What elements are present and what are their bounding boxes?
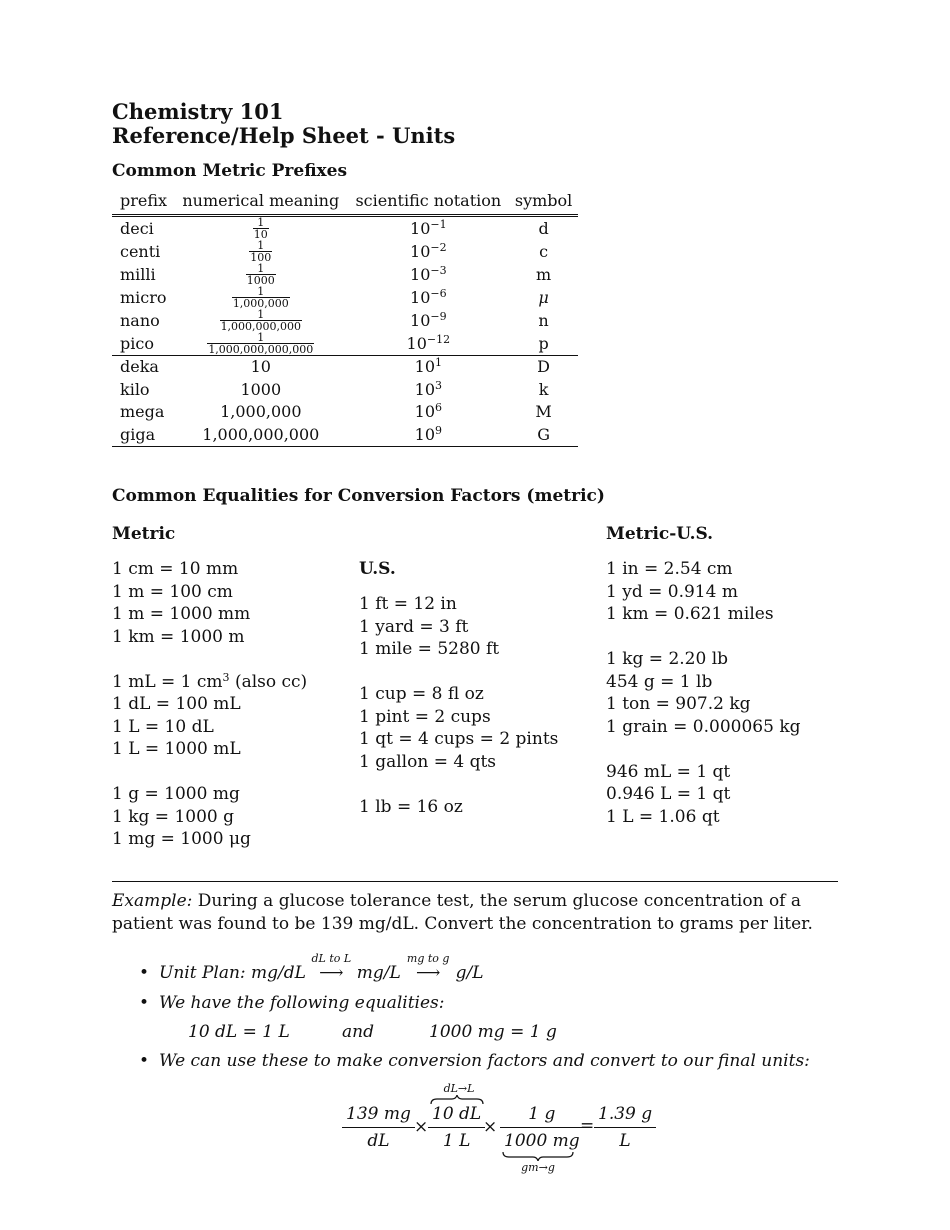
numerical-meaning <box>174 263 347 286</box>
scientific-notation <box>348 401 510 424</box>
scientific-notation <box>348 332 510 356</box>
scientific-notation <box>348 240 510 263</box>
sheet-subtitle: Reference/Help Sheet - Units <box>112 123 456 148</box>
numerical-meaning <box>174 240 347 263</box>
arrow-label: mg to g <box>406 952 450 965</box>
fraction-numerator: 1 <box>220 309 302 321</box>
base: 10 <box>410 287 431 307</box>
symbol: m <box>535 264 552 284</box>
base: 10 <box>410 218 431 238</box>
prefix-name: kilo <box>120 379 150 399</box>
page-title <box>112 100 455 148</box>
brace-label: dL→L <box>443 1082 475 1095</box>
fraction-numerator: 10 dL <box>428 1103 485 1128</box>
prefix-table <box>112 188 578 447</box>
us-column-title: U.S. <box>359 559 396 579</box>
fraction <box>246 263 276 286</box>
fraction-factor-2 <box>500 1103 584 1152</box>
base: 10 <box>414 402 435 422</box>
conversion-calculation <box>342 1081 662 1181</box>
bullet-icon: • <box>139 1051 150 1071</box>
equality-eq1: 10 dL = 1 L <box>188 1022 290 1042</box>
arrow-label: dL to L <box>311 952 352 965</box>
symbol: M <box>535 402 552 422</box>
equality-and: and <box>342 1022 374 1042</box>
prefix-name: centi <box>120 241 161 261</box>
bullet-equalities <box>139 993 445 1013</box>
bullet-conversion <box>139 1051 810 1071</box>
fraction-numerator: 1.39 g <box>594 1103 656 1128</box>
equality-line: 1 L = 1000 mL <box>112 739 241 759</box>
exponent: −3 <box>430 263 447 277</box>
table-row <box>112 332 578 356</box>
exponent: −1 <box>430 217 447 231</box>
brace-label: gm→g <box>521 1161 555 1174</box>
us-column <box>359 593 558 818</box>
example-text: During a glucose tolerance test, the serum glucose concentration of a patient was found to be 139 mg/dL. Convert the concentration to grams per liter. <box>112 891 813 934</box>
col-header-symbol: symbol <box>509 188 578 216</box>
equals-sign: = <box>580 1116 595 1136</box>
example-label: Example: <box>112 891 193 911</box>
equality-eq2: 1000 mg = 1 g <box>429 1022 557 1042</box>
unit-middle: mg/L <box>356 963 401 983</box>
exponent: −9 <box>430 309 447 323</box>
table-row <box>112 286 578 309</box>
table-row <box>112 379 578 402</box>
prefix-name: pico <box>120 333 154 353</box>
arrow-step-1 <box>311 952 352 983</box>
equality-note: (also cc) <box>229 671 308 692</box>
fraction-result <box>594 1103 656 1152</box>
prefix-name: mega <box>120 402 165 422</box>
equality-line: 1 pint = 2 cups <box>359 706 491 727</box>
symbol: D <box>509 356 578 379</box>
equality-line: 1 mile = 5280 ft <box>359 639 500 659</box>
prefix-name: milli <box>120 264 156 284</box>
equality-line: 1 yard = 3 ft <box>359 616 469 637</box>
equality-line: 1 km = 0.621 miles <box>606 604 774 624</box>
equality-line: 1 dL = 100 mL <box>112 694 241 714</box>
equalities-heading: Common Equalities for Conversion Factors (metric) <box>112 486 605 506</box>
base: 10 <box>414 424 435 444</box>
scientific-notation <box>348 356 510 379</box>
numerical-meaning: 1,000,000,000 <box>174 424 347 447</box>
equality-line: 1 gallon = 4 qts <box>359 751 497 772</box>
fraction-numerator: 1 <box>207 332 314 344</box>
fraction-denominator: 1 L <box>442 1131 471 1151</box>
fraction-denominator: dL <box>367 1131 390 1151</box>
metric-us-column <box>606 558 801 828</box>
fraction <box>220 309 302 332</box>
exponent: 6 <box>435 401 442 415</box>
equality-line: 1 mg = 1000 μg <box>112 829 251 849</box>
prefix-name: nano <box>120 310 160 330</box>
fraction-numerator: 1 <box>246 263 276 275</box>
table-row <box>112 424 578 447</box>
unit-to: g/L <box>455 963 484 983</box>
equality-line: 1 cup = 8 fl oz <box>359 684 484 704</box>
equality-line: 1 ft = 12 in <box>359 594 457 614</box>
symbol: G <box>509 424 578 447</box>
symbol: p <box>538 333 549 353</box>
equality-line: 1 grain = 0.000065 kg <box>606 716 801 737</box>
table-row <box>112 401 578 424</box>
prefix-name: deka <box>112 356 174 379</box>
equality-line: 1 g = 1000 mg <box>112 784 240 804</box>
symbol: c <box>539 241 549 261</box>
fraction-start <box>342 1103 415 1152</box>
bullet-icon: • <box>139 993 150 1013</box>
fraction <box>253 217 269 240</box>
base: 10 <box>410 264 431 284</box>
scientific-notation <box>348 424 510 447</box>
table-row <box>112 240 578 263</box>
equality-line: 1 L = 10 dL <box>112 716 214 737</box>
fraction-denominator: 1,000,000 <box>232 297 289 310</box>
equality-line: 1 yd = 0.914 m <box>606 581 738 602</box>
times-sign: × <box>483 1117 498 1137</box>
equality-line: 1 kg = 1000 g <box>112 806 235 827</box>
base: 10 <box>410 241 431 261</box>
fraction <box>207 332 314 355</box>
fraction-denominator: L <box>619 1131 631 1151</box>
equality-line: 0.946 L = 1 qt <box>606 784 731 804</box>
fraction-factor-1 <box>428 1103 485 1152</box>
equality-line: 1 m = 1000 mm <box>112 604 251 624</box>
equality-line: 1 m = 100 cm <box>112 581 233 602</box>
arrow-step-2 <box>406 952 450 983</box>
base: 10 <box>410 310 431 330</box>
example-paragraph <box>112 890 840 936</box>
equality-line: 454 g = 1 lb <box>606 671 713 692</box>
unit-plan-label: Unit Plan: <box>159 963 246 983</box>
fraction-denominator: 1000 mg <box>504 1131 580 1151</box>
fraction-numerator: 1 <box>253 217 269 229</box>
fraction-numerator: 1 <box>232 286 290 298</box>
col-header-scientific: scientific notation <box>348 188 510 216</box>
course-title: Chemistry 101 <box>112 99 284 124</box>
col-header-prefix: prefix <box>112 188 174 216</box>
symbol: n <box>538 310 549 330</box>
numerical-meaning <box>174 216 347 241</box>
bullet-text: We have the following equalities: <box>159 993 445 1013</box>
fraction-numerator: 1 <box>249 240 272 252</box>
underbrace-icon <box>502 1151 574 1161</box>
equality-line: 1 L = 1.06 qt <box>606 806 720 827</box>
equality-line: 1 ton = 907.2 kg <box>606 694 751 714</box>
fraction-denominator: 1,000,000,000 <box>220 320 302 333</box>
right-arrow-icon: ⟶ <box>416 963 441 983</box>
metric-column-title: Metric <box>112 524 176 544</box>
prefix-name: giga <box>112 424 174 447</box>
base: 10 <box>414 357 435 377</box>
equality-line: 1 in = 2.54 cm <box>606 559 733 579</box>
metric-us-column-title: Metric-U.S. <box>606 524 714 544</box>
table-row <box>112 356 578 379</box>
fraction <box>249 240 272 263</box>
equality-line: 1 kg = 2.20 lb <box>606 649 729 669</box>
metric-column <box>112 558 307 851</box>
fraction-denominator: 1000 <box>246 274 275 287</box>
prefix-name: deci <box>120 218 154 238</box>
prefix-name: micro <box>120 287 167 307</box>
numerical-meaning: 1000 <box>240 379 282 399</box>
unit-from: mg/dL <box>251 963 306 983</box>
fraction <box>232 286 290 309</box>
exponent: 3 <box>222 670 230 684</box>
numerical-meaning: 1,000,000 <box>220 402 302 422</box>
exponent: −2 <box>430 240 447 254</box>
numerical-meaning <box>174 309 347 332</box>
base: 10 <box>414 379 435 399</box>
symbol: μ <box>538 287 549 307</box>
col-header-meaning: numerical meaning <box>174 188 347 216</box>
fraction-numerator: 139 mg <box>342 1103 415 1128</box>
equality-text: 1 mL = 1 cm <box>112 671 223 692</box>
table-row <box>112 216 578 241</box>
exponent: 3 <box>435 378 442 392</box>
equality-line: 1 cm = 10 mm <box>112 559 239 579</box>
scientific-notation <box>348 286 510 309</box>
equality-line <box>112 671 307 694</box>
numerical-meaning: 10 <box>174 356 347 379</box>
base: 10 <box>406 333 427 353</box>
fraction-denominator: 1,000,000,000,000 <box>208 343 314 356</box>
equality-line: 1 qt = 4 cups = 2 pints <box>359 729 559 749</box>
scientific-notation <box>348 309 510 332</box>
equality-line: 1 lb = 16 oz <box>359 796 463 817</box>
exponent: −6 <box>430 286 447 300</box>
section-divider <box>112 881 838 882</box>
table-row <box>112 263 578 286</box>
right-arrow-icon: ⟶ <box>319 963 344 983</box>
scientific-notation <box>348 216 510 241</box>
bullet-unit-plan <box>139 952 484 983</box>
times-sign: × <box>414 1117 429 1137</box>
bullet-text: We can use these to make conversion factors and convert to our final units: <box>159 1051 810 1071</box>
scientific-notation <box>348 263 510 286</box>
symbol: d <box>538 218 549 238</box>
exponent: 9 <box>435 423 442 437</box>
exponent: −12 <box>426 332 451 346</box>
exponent: 1 <box>435 356 442 370</box>
fraction-denominator: 100 <box>250 251 272 264</box>
bullet-icon: • <box>139 963 150 983</box>
prefixes-heading: Common Metric Prefixes <box>112 161 348 181</box>
symbol: k <box>538 379 549 399</box>
fraction-denominator: 10 <box>253 228 268 241</box>
equality-line: 1 km = 1000 m <box>112 626 245 647</box>
numerical-meaning <box>174 332 347 356</box>
equality-line: 946 mL = 1 qt <box>606 761 731 782</box>
fraction-numerator: 1 g <box>500 1103 584 1128</box>
table-row <box>112 309 578 332</box>
numerical-meaning <box>174 286 347 309</box>
scientific-notation <box>348 379 510 402</box>
